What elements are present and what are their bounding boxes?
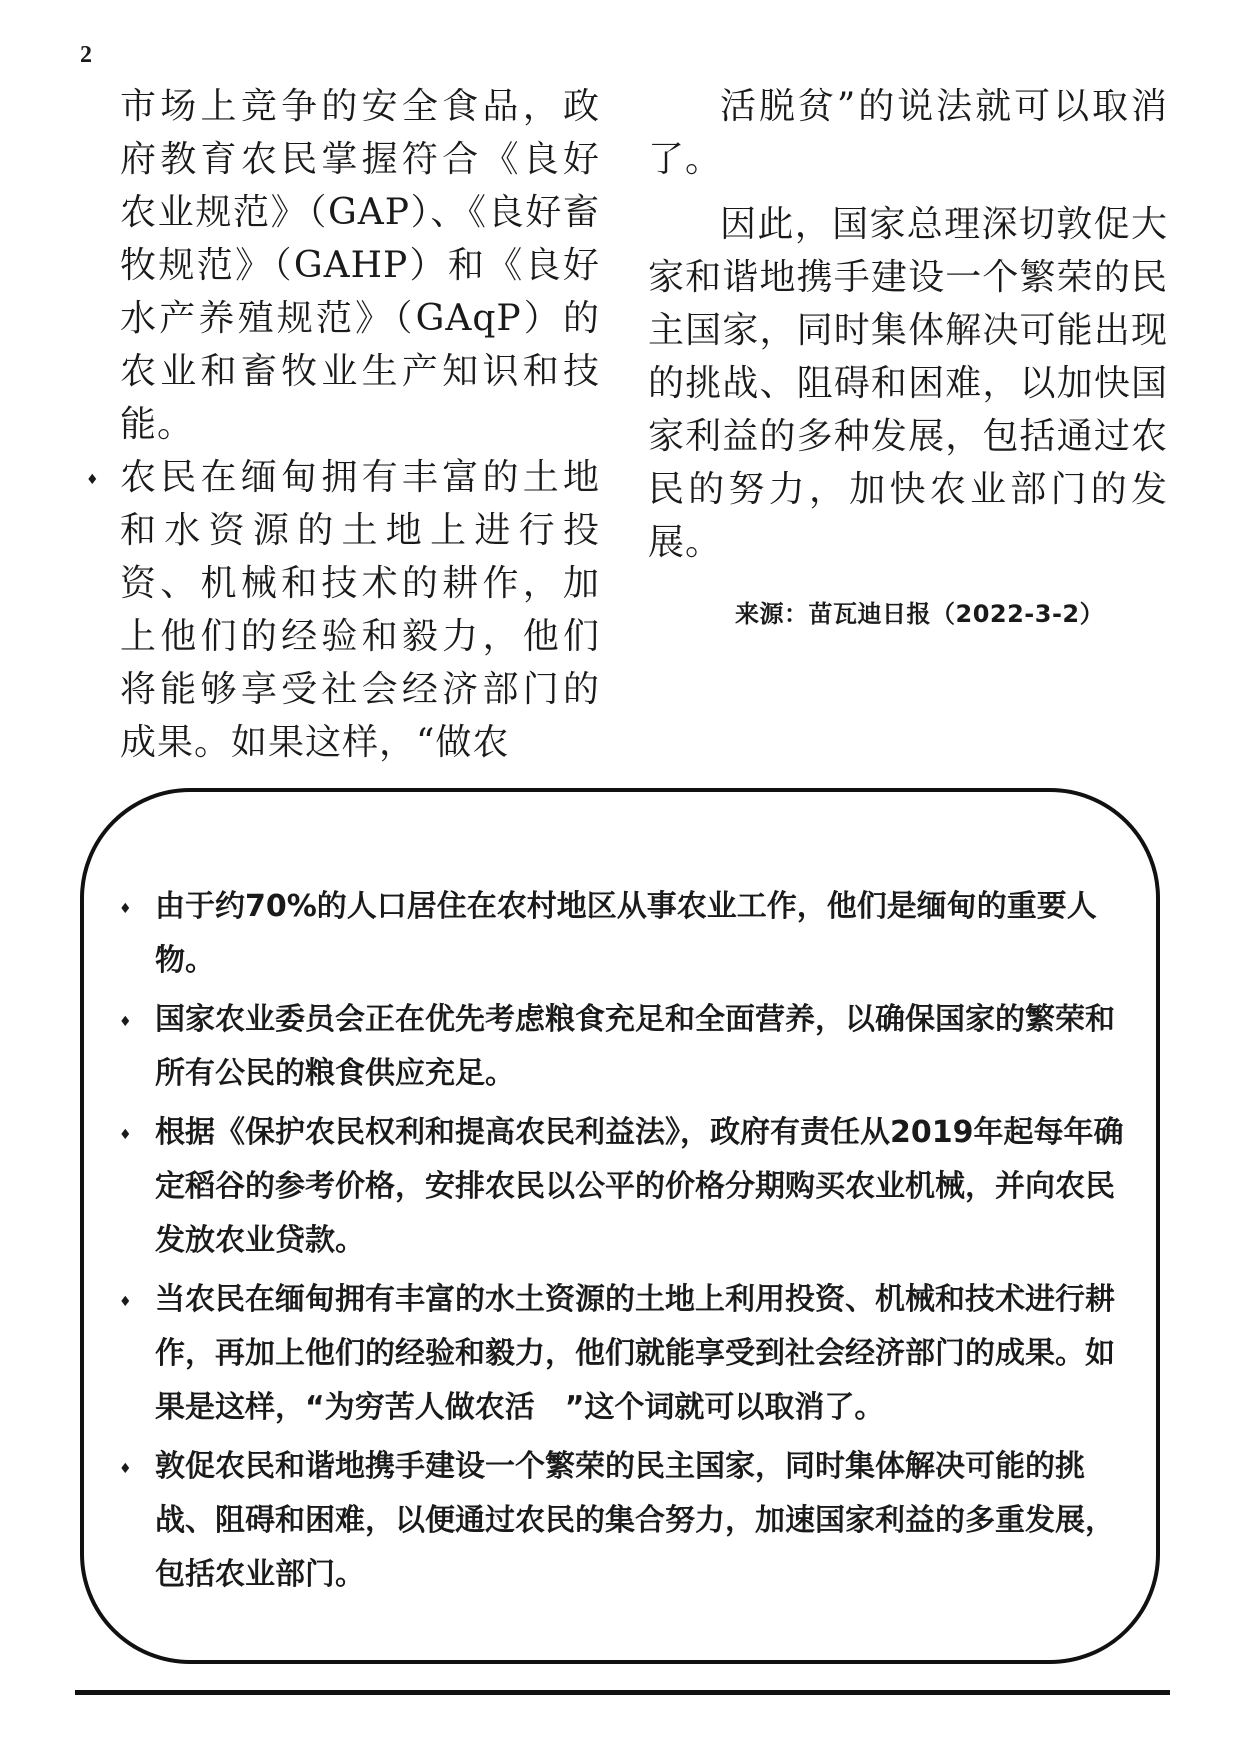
diamond-bullet-icon: ♦ — [119, 1127, 132, 1143]
article-right-column — [648, 80, 1168, 569]
source-citation: 来源：苗瓦迪日报（2022-3-2） — [735, 600, 1105, 628]
article-bullet-item — [86, 451, 600, 769]
summary-item-text: 敦促农民和谐地携手建设一个繁荣的民主国家，同时集体解决可能的挑战、阻碍和困难，以便通过农民的集合努力，加速国家利益的多重发展，包括农业部门。 — [155, 1449, 1115, 1592]
summary-item-text: 由于约70%的人口居住在农村地区从事农业工作，他们是缅甸的重要人物。 — [155, 889, 1097, 978]
diamond-bullet-icon: ♦ — [86, 472, 100, 488]
bottom-divider — [75, 1690, 1170, 1695]
diamond-bullet-icon: ♦ — [119, 901, 132, 917]
article-paragraph: 活脱贫”的说法就可以取消了。 — [648, 86, 1168, 180]
article-left-column — [86, 80, 600, 769]
summary-item — [119, 1440, 1130, 1602]
summary-item — [119, 993, 1130, 1101]
summary-item — [119, 1106, 1130, 1268]
page-number: 2 — [80, 42, 92, 68]
diamond-bullet-icon: ♦ — [119, 1014, 132, 1030]
article-paragraph: 农民在缅甸拥有丰富的土地和水资源的土地上进行投资、机械和技术的耕作，加上他们的经验和毅力，他们将能够享受社会经济部门的成果。如果这样，“做农 — [120, 457, 600, 763]
summary-item-text: 国家农业委员会正在优先考虑粮食充足和全面营养，以确保国家的繁荣和所有公民的粮食供应充足。 — [155, 1002, 1115, 1091]
article-paragraph: 市场上竞争的安全食品，政府教育农民掌握符合《良好农业规范》（GAP）、《良好畜牧规范》（GAHP）和《良好水产养殖规范》（GAqP）的农业和畜牧业生产知识和技能。 — [120, 86, 600, 445]
summary-item-text: 当农民在缅甸拥有丰富的水土资源的土地上利用投资、机械和技术进行耕作，再加上他们的经验和毅力，他们就能享受到社会经济部门的成果。如果是这样，“为穷苦人做农活 ”这个词就可以取消了。 — [155, 1282, 1115, 1425]
diamond-bullet-icon: ♦ — [119, 1294, 132, 1310]
summary-item — [119, 1273, 1130, 1435]
summary-item-text: 根据《保护农民权利和提高农民利益法》，政府有责任从2019年起每年确定稻谷的参考价格，安排农民以公平的价格分期购买农业机械，并向农民发放农业贷款。 — [155, 1115, 1124, 1258]
summary-list — [119, 880, 1130, 1607]
summary-item — [119, 880, 1130, 988]
diamond-bullet-icon: ♦ — [119, 1461, 132, 1477]
article-paragraph: 因此，国家总理深切敦促大家和谐地携手建设一个繁荣的民主国家，同时集体解决可能出现的挑战、阻碍和困难，以加快国家利益的多种发展，包括通过农民的努力，加快农业部门的发展。 — [648, 204, 1168, 563]
